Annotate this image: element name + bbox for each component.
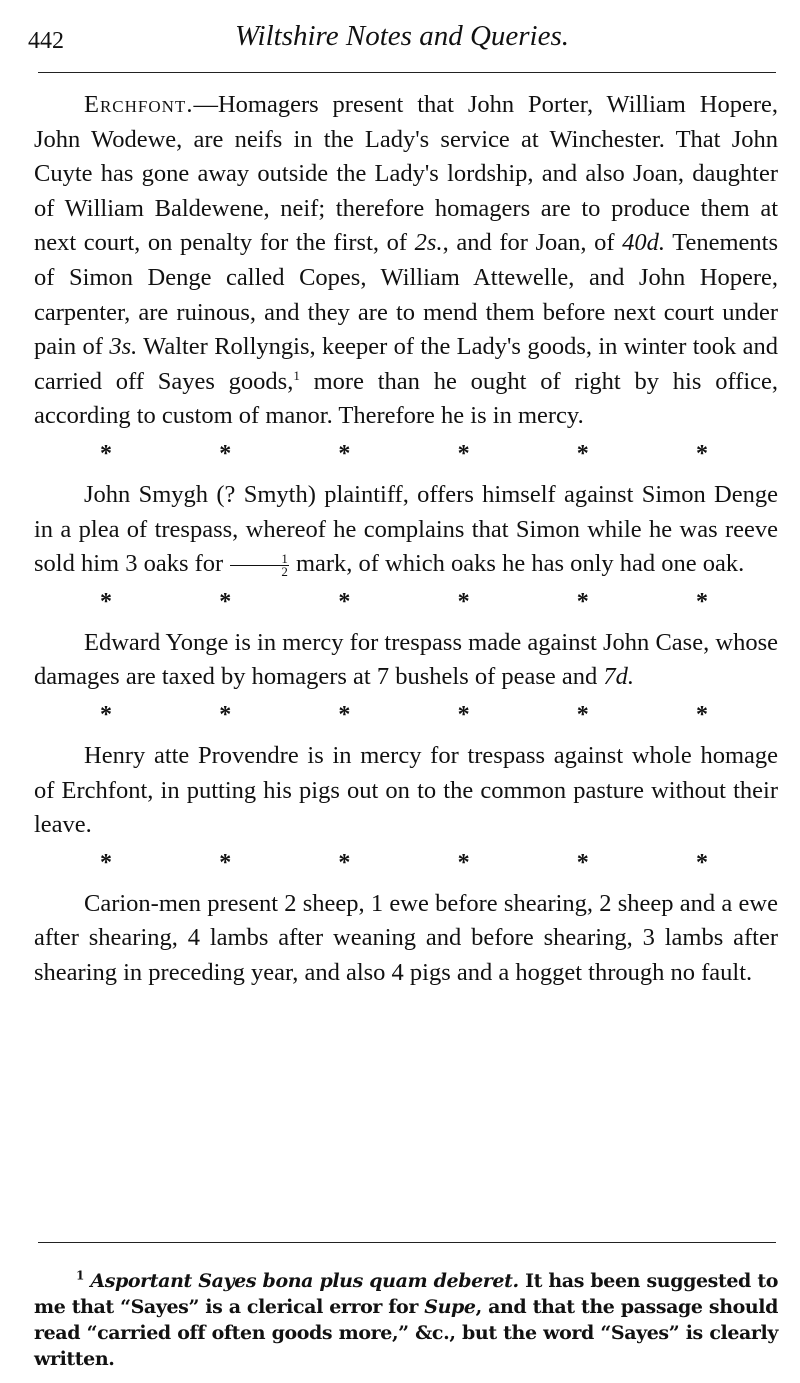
paragraph-text: , and for Joan, of <box>442 229 623 257</box>
separator-star: * <box>338 588 351 615</box>
paragraph-text: —Homagers present that John Porter, William Hopere, John Wodewe, are neifs in the Lady's service at Winchester. That John Cuyte has gone away outside the Lady's lordship, and also Joan, daughter of William Baldewene, neif; therefore homagers are to produce them at next court, on penalty for the first, of <box>34 91 778 257</box>
running-title: Wiltshire Notes and Queries. <box>234 20 570 52</box>
paragraph-yonge <box>34 626 778 695</box>
paragraph-text: Edward Yonge is in mercy for trespass made against John Case, whose damages are taxed by homagers at 7 bushels of pease and <box>34 628 778 691</box>
footnote-text-part: , and that the passage should read “carried off often goods more,” &c., but the word “Sayes” is clearly written. <box>34 1296 779 1370</box>
separator-star: * <box>219 440 232 467</box>
paragraph-text: mark, of which oaks he has only had one oak. <box>289 550 745 578</box>
header-rule <box>38 72 776 73</box>
paragraph-text: more than he ought of right by his office, according to custom of manor. Therefore he is in mercy. <box>34 367 778 430</box>
fraction-half <box>230 553 289 578</box>
money-amount: 40d. <box>622 229 666 257</box>
paragraph-carion-men: Carion-men present 2 sheep, 1 ewe before shearing, 2 sheep and a ewe after shearing, 4 lambs after weaning and before shearing, 3 lambs after shearing in preceding year, and also 4 pigs and a hogget through no fault. <box>34 889 778 986</box>
footnote-rule <box>38 1242 776 1243</box>
separator-star: * <box>695 849 708 876</box>
separator-star: * <box>695 440 708 467</box>
paragraph-erchfont <box>34 88 778 434</box>
paragraph-text: Tenements of Simon Denge called Copes, William Attewelle, and John Hopere, carpenter, are ruinous, and they are to mend them before next court under pain of <box>34 229 778 361</box>
fraction-numerator: 1 <box>230 553 289 566</box>
paragraph-smygh <box>34 478 778 582</box>
separator-star: * <box>219 701 232 728</box>
separator-star: * <box>338 440 351 467</box>
separator-star: * <box>457 849 470 876</box>
latin-quotation: Asportant Sayes bona plus quam deberet. <box>90 1270 519 1292</box>
footnote-mark: 1 <box>76 1268 84 1283</box>
fraction-denominator: 2 <box>281 564 288 579</box>
separator-star: * <box>219 588 232 615</box>
footnote-text-part: It has been suggested to me that “Sayes” is a clerical error for <box>34 1270 778 1318</box>
separator-star: * <box>338 701 351 728</box>
separator-star: * <box>219 849 232 876</box>
page-header <box>28 20 776 60</box>
money-amount: 2s. <box>414 229 443 257</box>
separator-star: * <box>457 440 470 467</box>
place-heading: Erchfont. <box>84 91 194 118</box>
paragraph-provendre: Henry atte Provendre is in mercy for trespass against whole homage of Erchfont, in putting his pigs out on to the common pasture without their leave. <box>34 741 778 839</box>
alternate-word: Supe <box>424 1296 476 1318</box>
section-separator <box>34 590 778 614</box>
paragraph-text: Walter Rollyngis, keeper of the Lady's goods, in winter took and carried off Sayes goods, <box>34 333 778 395</box>
separator-star: * <box>100 701 112 728</box>
separator-star: * <box>576 701 589 728</box>
paragraph-text: John Smygh (? Smyth) plaintiff, offers himself against Simon Denge in a plea of trespass, whereof he complains that Simon while he was reeve sold him 3 oaks for <box>34 480 778 578</box>
page-number: 442 <box>28 28 64 54</box>
footnote-text <box>34 1268 778 1372</box>
separator-star: * <box>695 701 708 728</box>
separator-star: * <box>338 849 351 876</box>
separator-star: * <box>576 849 589 876</box>
separator-star: * <box>695 588 708 615</box>
separator-star: * <box>457 588 470 615</box>
section-separator <box>34 851 778 875</box>
section-separator <box>34 703 778 727</box>
footnote-reference: 1 <box>293 367 300 383</box>
separator-star: * <box>100 588 112 615</box>
separator-star: * <box>576 440 589 467</box>
section-separator <box>34 442 778 466</box>
main-text <box>34 88 778 990</box>
separator-star: * <box>100 849 112 876</box>
money-amount: 7d. <box>603 663 635 691</box>
separator-star: * <box>457 701 470 728</box>
money-amount: 3s. <box>109 333 138 361</box>
separator-star: * <box>100 440 112 467</box>
separator-star: * <box>576 588 589 615</box>
footnote <box>34 1268 778 1372</box>
